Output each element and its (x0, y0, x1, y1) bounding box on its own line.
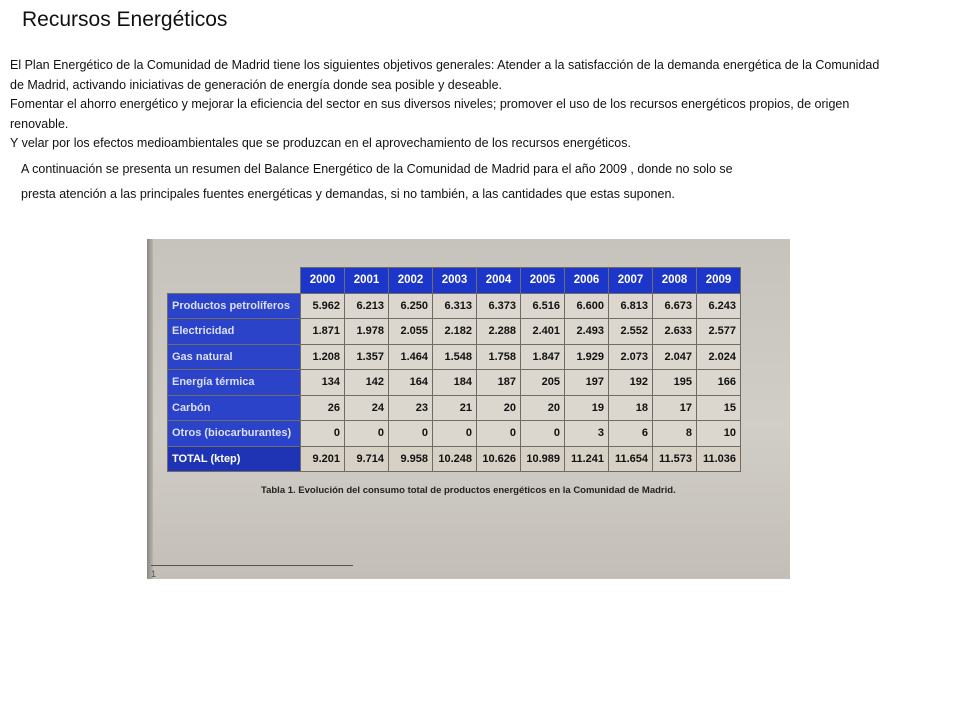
intro-text (10, 56, 890, 154)
footnote-rule (151, 565, 353, 566)
table-cell: 2.633 (653, 319, 697, 345)
table-cell: 166 (697, 370, 741, 396)
year-header: 2007 (609, 268, 653, 294)
table-cell: 2.047 (653, 344, 697, 370)
table-cell: 1.871 (301, 319, 345, 345)
photo-edge (147, 239, 153, 579)
table-cell: 2.182 (433, 319, 477, 345)
intro-paragraph: El Plan Energético de la Comunidad de Madrid tiene los siguientes objetivos generales: Atender a la satisfacción de la demanda energética de la Comunidad de Madrid, activando iniciativas de generación de energía donde sea posible y deseable. (10, 58, 880, 92)
table-cell: 18 (609, 395, 653, 421)
intro-paragraph: Y velar por los efectos medioambientales que se produzcan en el aprovechamiento de los recursos energéticos. (10, 136, 631, 150)
table-cell: 6.673 (653, 293, 697, 319)
table-row (168, 344, 741, 370)
table-corner (168, 268, 301, 294)
total-cell: 11.573 (653, 446, 697, 472)
table-cell: 1.464 (389, 344, 433, 370)
table-cell: 24 (345, 395, 389, 421)
total-cell: 10.248 (433, 446, 477, 472)
summary-paragraph: A continuación se presenta un resumen del Balance Energético de la Comunidad de Madrid para el año 2009 , donde no solo se (21, 162, 733, 176)
table-cell: 20 (521, 395, 565, 421)
table-cell: 1.847 (521, 344, 565, 370)
page-title: Recursos Energéticos (22, 8, 228, 31)
table-cell: 8 (653, 421, 697, 447)
table-cell: 164 (389, 370, 433, 396)
table-cell: 195 (653, 370, 697, 396)
table-cell: 6.600 (565, 293, 609, 319)
table-cell: 6.373 (477, 293, 521, 319)
table-cell: 2.073 (609, 344, 653, 370)
table-photo (147, 239, 790, 579)
total-cell: 11.036 (697, 446, 741, 472)
table-cell: 23 (389, 395, 433, 421)
table-cell: 19 (565, 395, 609, 421)
year-header: 2001 (345, 268, 389, 294)
year-header: 2002 (389, 268, 433, 294)
table-cell: 17 (653, 395, 697, 421)
table-cell: 0 (521, 421, 565, 447)
table-header-row (168, 268, 741, 294)
table-cell: 15 (697, 395, 741, 421)
energy-table (167, 267, 741, 472)
year-header: 2000 (301, 268, 345, 294)
table-cell: 1.758 (477, 344, 521, 370)
table-cell: 6.213 (345, 293, 389, 319)
table-cell: 192 (609, 370, 653, 396)
total-cell: 10.626 (477, 446, 521, 472)
year-header: 2004 (477, 268, 521, 294)
table-cell: 6.516 (521, 293, 565, 319)
table-cell: 2.552 (609, 319, 653, 345)
table-row (168, 421, 741, 447)
table-caption: Tabla 1. Evolución del consumo total de productos energéticos en la Comunidad de Madrid. (261, 485, 676, 496)
table-cell: 184 (433, 370, 477, 396)
table-cell: 0 (433, 421, 477, 447)
table-cell: 2.288 (477, 319, 521, 345)
year-header: 2009 (697, 268, 741, 294)
table-cell: 6.813 (609, 293, 653, 319)
table-cell: 0 (345, 421, 389, 447)
table-row (168, 293, 741, 319)
table-cell: 6.250 (389, 293, 433, 319)
table-row (168, 319, 741, 345)
row-label: Productos petrolíferos (168, 293, 301, 319)
table-cell: 205 (521, 370, 565, 396)
table-row (168, 370, 741, 396)
summary-text (21, 157, 901, 207)
table-cell: 5.962 (301, 293, 345, 319)
table-cell: 0 (301, 421, 345, 447)
table-cell: 2.401 (521, 319, 565, 345)
table-cell: 2.024 (697, 344, 741, 370)
table-row (168, 395, 741, 421)
table-cell: 0 (389, 421, 433, 447)
table-cell: 142 (345, 370, 389, 396)
table-cell: 2.577 (697, 319, 741, 345)
table-cell: 6.243 (697, 293, 741, 319)
year-header: 2008 (653, 268, 697, 294)
table-cell: 10 (697, 421, 741, 447)
table-cell: 6 (609, 421, 653, 447)
table-cell: 0 (477, 421, 521, 447)
summary-paragraph: presta atención a las principales fuentes energéticas y demandas, si no también, a las cantidades que estas suponen. (21, 187, 675, 201)
year-header: 2005 (521, 268, 565, 294)
year-header: 2006 (565, 268, 609, 294)
table-cell: 3 (565, 421, 609, 447)
footnote-mark: 1 (151, 569, 157, 579)
total-cell: 11.241 (565, 446, 609, 472)
table-cell: 1.548 (433, 344, 477, 370)
table-cell: 134 (301, 370, 345, 396)
table-cell: 21 (433, 395, 477, 421)
total-cell: 10.989 (521, 446, 565, 472)
year-header: 2003 (433, 268, 477, 294)
row-label: Carbón (168, 395, 301, 421)
table-cell: 197 (565, 370, 609, 396)
row-label: Energía térmica (168, 370, 301, 396)
table-cell: 2.055 (389, 319, 433, 345)
table-cell: 187 (477, 370, 521, 396)
row-label: Gas natural (168, 344, 301, 370)
total-label: TOTAL (ktep) (168, 446, 301, 472)
total-cell: 9.714 (345, 446, 389, 472)
intro-paragraph: Fomentar el ahorro energético y mejorar la eficiencia del sector en sus diversos niveles; promover el uso de los recursos energéticos propios, de origen renovable. (10, 97, 850, 131)
table-cell: 20 (477, 395, 521, 421)
table-cell: 1.357 (345, 344, 389, 370)
total-row (168, 446, 741, 472)
table-cell: 26 (301, 395, 345, 421)
table-cell: 1.929 (565, 344, 609, 370)
row-label: Electricidad (168, 319, 301, 345)
total-cell: 9.958 (389, 446, 433, 472)
table-cell: 1.208 (301, 344, 345, 370)
total-cell: 11.654 (609, 446, 653, 472)
row-label: Otros (biocarburantes) (168, 421, 301, 447)
table-cell: 2.493 (565, 319, 609, 345)
total-cell: 9.201 (301, 446, 345, 472)
table-cell: 1.978 (345, 319, 389, 345)
table-cell: 6.313 (433, 293, 477, 319)
